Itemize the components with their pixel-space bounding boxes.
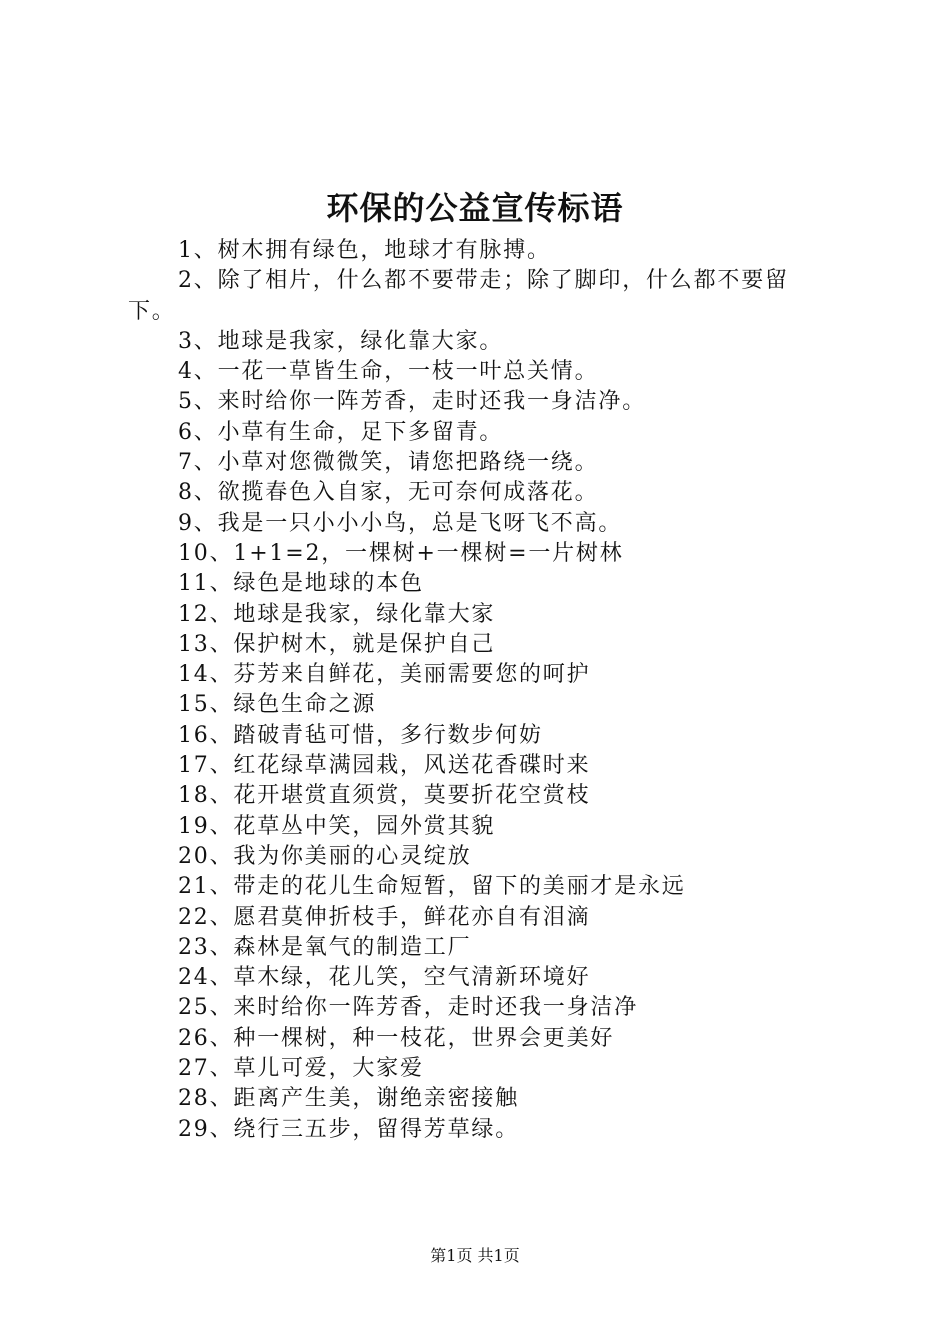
list-item: 12、地球是我家，绿化靠大家 [178,601,496,627]
list-item: 23、森林是氧气的制造工厂 [178,934,472,960]
list-item: 17、红花绿草满园栽，风送花香碟时来 [178,753,591,779]
list-item: 8、欲揽春色入自家，无可奈何成落花。 [178,480,599,506]
page-number-footer: 第1页 共1页 [430,1246,520,1265]
list-item: 4、一花一草皆生命，一枝一叶总关情。 [178,359,599,385]
document-title: 环保的公益宣传标语 [326,189,624,227]
list-item: 18、花开堪赏直须赏，莫要折花空赏枝 [178,783,591,809]
list-item: 7、小草对您微微笑，请您把路绕一绕。 [178,450,599,476]
list-item: 1、树木拥有绿色，地球才有脉搏。 [178,238,551,263]
list-item: 14、芬芳来自鲜花，美丽需要您的呵护 [178,662,591,688]
list-item: 9、我是一只小小小鸟，总是飞呀飞不高。 [178,510,623,536]
list-item: 29、绕行三五步，留得芳草绿。 [178,1116,519,1142]
list-item: 24、草木绿，花儿笑，空气清新环境好 [178,965,591,991]
list-item: 25、来时给你一阵芳香，走时还我一身洁净 [178,995,638,1021]
list-item: 3、地球是我家，绿化靠大家。 [178,328,504,354]
list-item: 6、小草有生命，足下多留青。 [178,419,504,445]
list-item: 22、愿君莫伸折枝手，鲜花亦自有泪滴 [178,904,591,930]
list-item: 15、绿色生命之源 [178,692,377,718]
list-item: 20、我为你美丽的心灵绽放 [178,843,472,869]
list-item: 26、种一棵树，种一枝花，世界会更美好 [178,1025,615,1051]
list-item: 16、踏破青毡可惜，多行数步何妨 [178,722,543,748]
list-item: 28、距离产生美，谢绝亲密接触 [178,1086,519,1112]
list-item: 2、除了相片，什么都不要带走；除了脚印，什么都不要留下。 [128,268,789,324]
list-item: 13、保护树木，就是保护自己 [178,631,496,657]
list-item: 10、1+1=2，一棵树+一棵树=一片树林 [178,540,624,566]
list-item: 21、带走的花儿生命短暂，留下的美丽才是永远 [178,874,686,900]
list-item: 19、花草丛中笑，园外赏其貌 [178,813,496,839]
list-item: 27、草儿可爱，大家爱 [178,1056,424,1082]
slogan-list [128,236,830,1145]
list-item: 11、绿色是地球的本色 [178,571,424,597]
list-item: 5、来时给你一阵芳香，走时还我一身洁净。 [178,389,646,415]
